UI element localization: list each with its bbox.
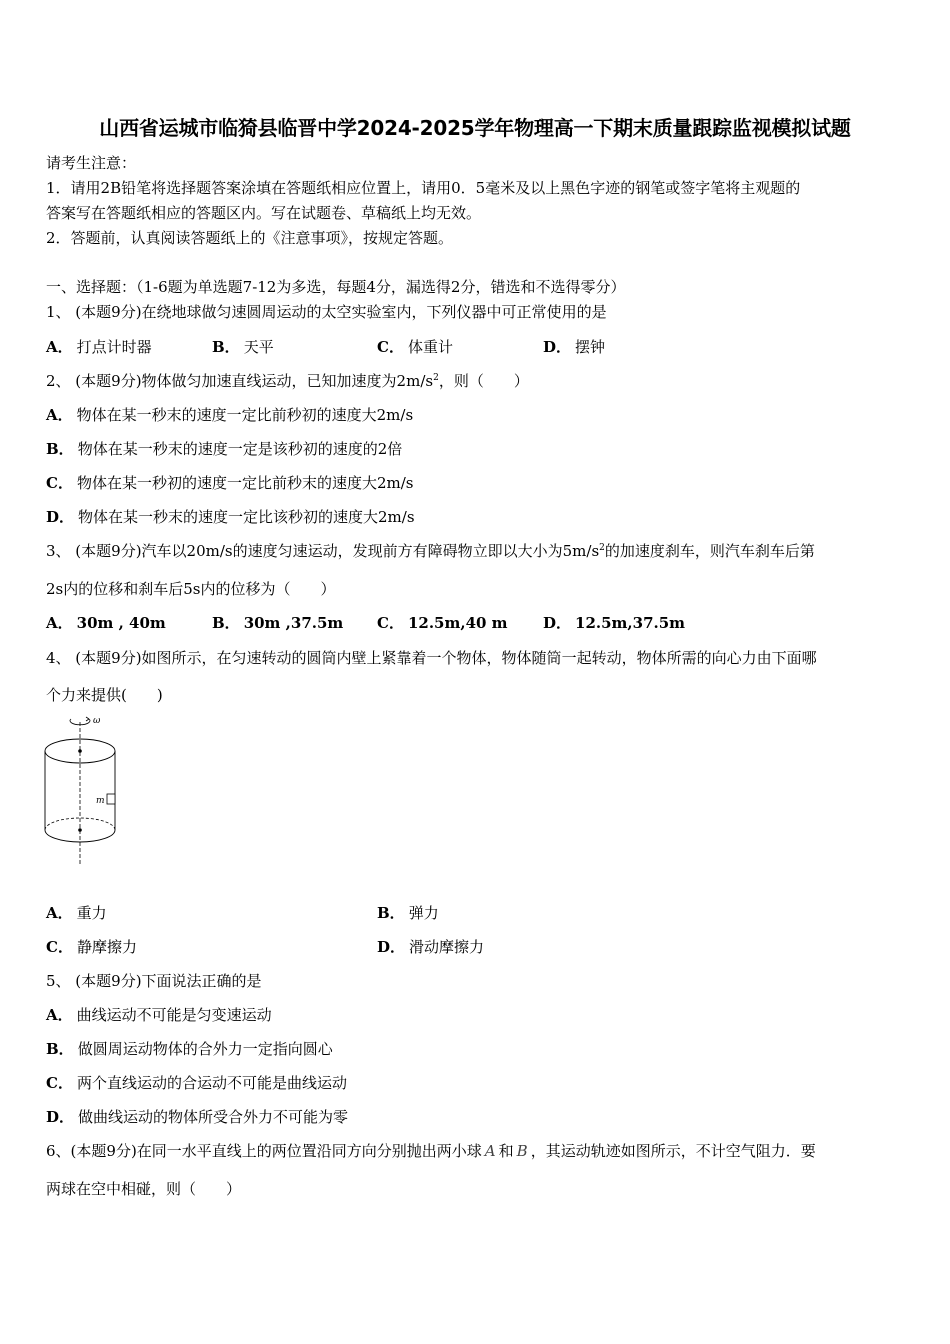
q5-option-d: [46, 1106, 348, 1127]
question-6-stem: [46, 1140, 816, 1161]
option-text: 重力: [76, 904, 107, 922]
option-text: 曲线运动不可能是匀变速运动: [76, 1006, 272, 1024]
option-text: 体重计: [407, 338, 453, 356]
q4-option-b: [377, 902, 439, 923]
question-2-stem: [46, 370, 529, 391]
notice-heading: 请考生注意：: [46, 154, 137, 172]
option-text: 物体在某一秒末的速度一定是该秒初的速度的2倍: [77, 440, 403, 458]
q3-option-b: [212, 612, 343, 633]
ball-b-symbol: B: [516, 1142, 528, 1160]
option-label: C．: [46, 938, 73, 956]
q3-option-c: [377, 612, 508, 633]
question-3-stem-cont: 2s内的位移和刹车后5s内的位移为（ ）: [46, 580, 336, 598]
option-label: A．: [46, 614, 73, 632]
top-center-dot: [78, 749, 82, 753]
option-label: D．: [543, 614, 572, 632]
q2-stem-part-a: 2、 (本题9分)物体做匀加速直线运动，已知加速度为2m/s: [46, 372, 434, 390]
q3-stem-part-b: 的加速度刹车，则汽车刹车后第: [604, 542, 815, 560]
q6-and: 和: [498, 1142, 514, 1160]
question-1-stem: 1、 (本题9分)在绕地球做匀速圆周运动的太空实验室内，下列仪器中可正常使用的是: [46, 303, 607, 321]
option-label: A．: [46, 904, 73, 922]
option-label: B．: [46, 1040, 74, 1058]
q2-option-b: [46, 438, 402, 459]
option-text: 30m ,37.5m: [243, 614, 344, 632]
q1-option-a: [46, 336, 152, 357]
option-label: A．: [46, 338, 73, 356]
option-label: B．: [46, 440, 74, 458]
option-label: D．: [377, 938, 406, 956]
notice-item-1a: 1．请用2B铅笔将选择题答案涂填在答题纸相应位置上，请用0．5毫米及以上黑色字迹的钢笔或签字笔将主观题的: [46, 179, 801, 197]
option-label: B．: [212, 614, 240, 632]
notice-item-2: 2．答题前，认真阅读答题纸上的《注意事项》，按规定答题。: [46, 229, 454, 247]
option-label: D．: [46, 508, 75, 526]
option-text: 12.5m,37.5m: [575, 614, 686, 632]
q1-option-c: [377, 336, 453, 357]
q3-option-d: [543, 612, 685, 633]
option-text: 物体在某一秒末的速度一定比前秒初的速度大2m/s: [76, 406, 414, 424]
option-label: A．: [46, 406, 73, 424]
option-label: C．: [377, 614, 404, 632]
option-text: 弹力: [408, 904, 439, 922]
question-3-stem: [46, 540, 815, 561]
mass-label: m: [96, 796, 105, 806]
q2-option-c: [46, 472, 413, 493]
option-text: 摆钟: [575, 338, 606, 356]
question-6-stem-cont: 两球在空中相碰，则（ ）: [46, 1180, 242, 1198]
q3-superscript: 2: [599, 543, 605, 553]
option-label: D．: [46, 1108, 75, 1126]
q4-option-d: [377, 936, 484, 957]
option-label: A．: [46, 1006, 73, 1024]
mass-block: [107, 794, 115, 804]
q3-option-a: [46, 612, 166, 633]
option-text: 两个直线运动的合运动不可能是曲线运动: [76, 1074, 347, 1092]
q2-option-d: [46, 506, 415, 527]
q4-option-c: [46, 936, 137, 957]
q5-option-c: [46, 1072, 347, 1093]
option-text: 30m , 40m: [76, 614, 166, 632]
option-text: 物体在某一秒末的速度一定比该秒初的速度大2m/s: [78, 508, 415, 526]
q4-option-a: [46, 902, 107, 923]
section-heading: 一、选择题：（1-6题为单选题7-12为多选，每题4分，漏选得2分，错选和不选得零分）: [46, 278, 626, 296]
rotation-arrowhead: [86, 717, 89, 721]
q2-stem-part-b: ，则（ ）: [438, 372, 529, 390]
q2-superscript: 2: [433, 373, 439, 383]
option-label: C．: [46, 474, 73, 492]
q6-stem-part-b: ，其运动轨迹如图所示，不计空气阻力．要: [530, 1142, 816, 1160]
option-text: 物体在某一秒初的速度一定比前秒末的速度大2m/s: [76, 474, 414, 492]
option-text: 天平: [243, 338, 274, 356]
question-4-stem-cont: 个力来提供( ): [46, 686, 163, 704]
option-text: 做曲线运动的物体所受合外力不可能为零: [78, 1108, 349, 1126]
ball-a-symbol: A: [484, 1142, 496, 1160]
question-4-stem: 4、 (本题9分)如图所示，在匀速转动的圆筒内壁上紧靠着一个物体，物体随筒一起转动，物体所需的向心力由下面哪: [46, 649, 817, 667]
q5-option-a: [46, 1004, 272, 1025]
question-5-stem: 5、 (本题9分)下面说法正确的是: [46, 972, 262, 990]
q2-option-a: [46, 404, 413, 425]
option-label: D．: [543, 338, 572, 356]
q5-option-b: [46, 1038, 333, 1059]
q1-option-d: [543, 336, 605, 357]
omega-label: ω: [93, 716, 101, 726]
option-text: 做圆周运动物体的合外力一定指向圆心: [77, 1040, 333, 1058]
q6-stem-part-a: 6、(本题9分)在同一水平直线上的两位置沿同方向分别抛出两小球: [46, 1142, 482, 1160]
option-text: 滑动摩擦力: [409, 938, 485, 956]
notice-item-1b: 答案写在答题纸相应的答题区内。写在试题卷、草稿纸上均无效。: [46, 204, 482, 222]
option-text: 静摩擦力: [76, 938, 137, 956]
option-label: C．: [46, 1074, 73, 1092]
q1-option-b: [212, 336, 274, 357]
option-text: 打点计时器: [76, 338, 152, 356]
option-label: C．: [377, 338, 404, 356]
rotating-cylinder-figure: [40, 710, 130, 870]
option-text: 12.5m,40 m: [407, 614, 508, 632]
q3-stem-part-a: 3、 (本题9分)汽车以20m/s的速度匀速运动，发现前方有障碍物立即以大小为5m/s: [46, 542, 600, 560]
page-title: 山西省运城市临猗县临晋中学2024-2025学年物理高一下期末质量跟踪监视模拟试题: [99, 116, 851, 140]
bottom-center-dot: [78, 828, 82, 832]
option-label: B．: [212, 338, 240, 356]
option-label: B．: [377, 904, 405, 922]
